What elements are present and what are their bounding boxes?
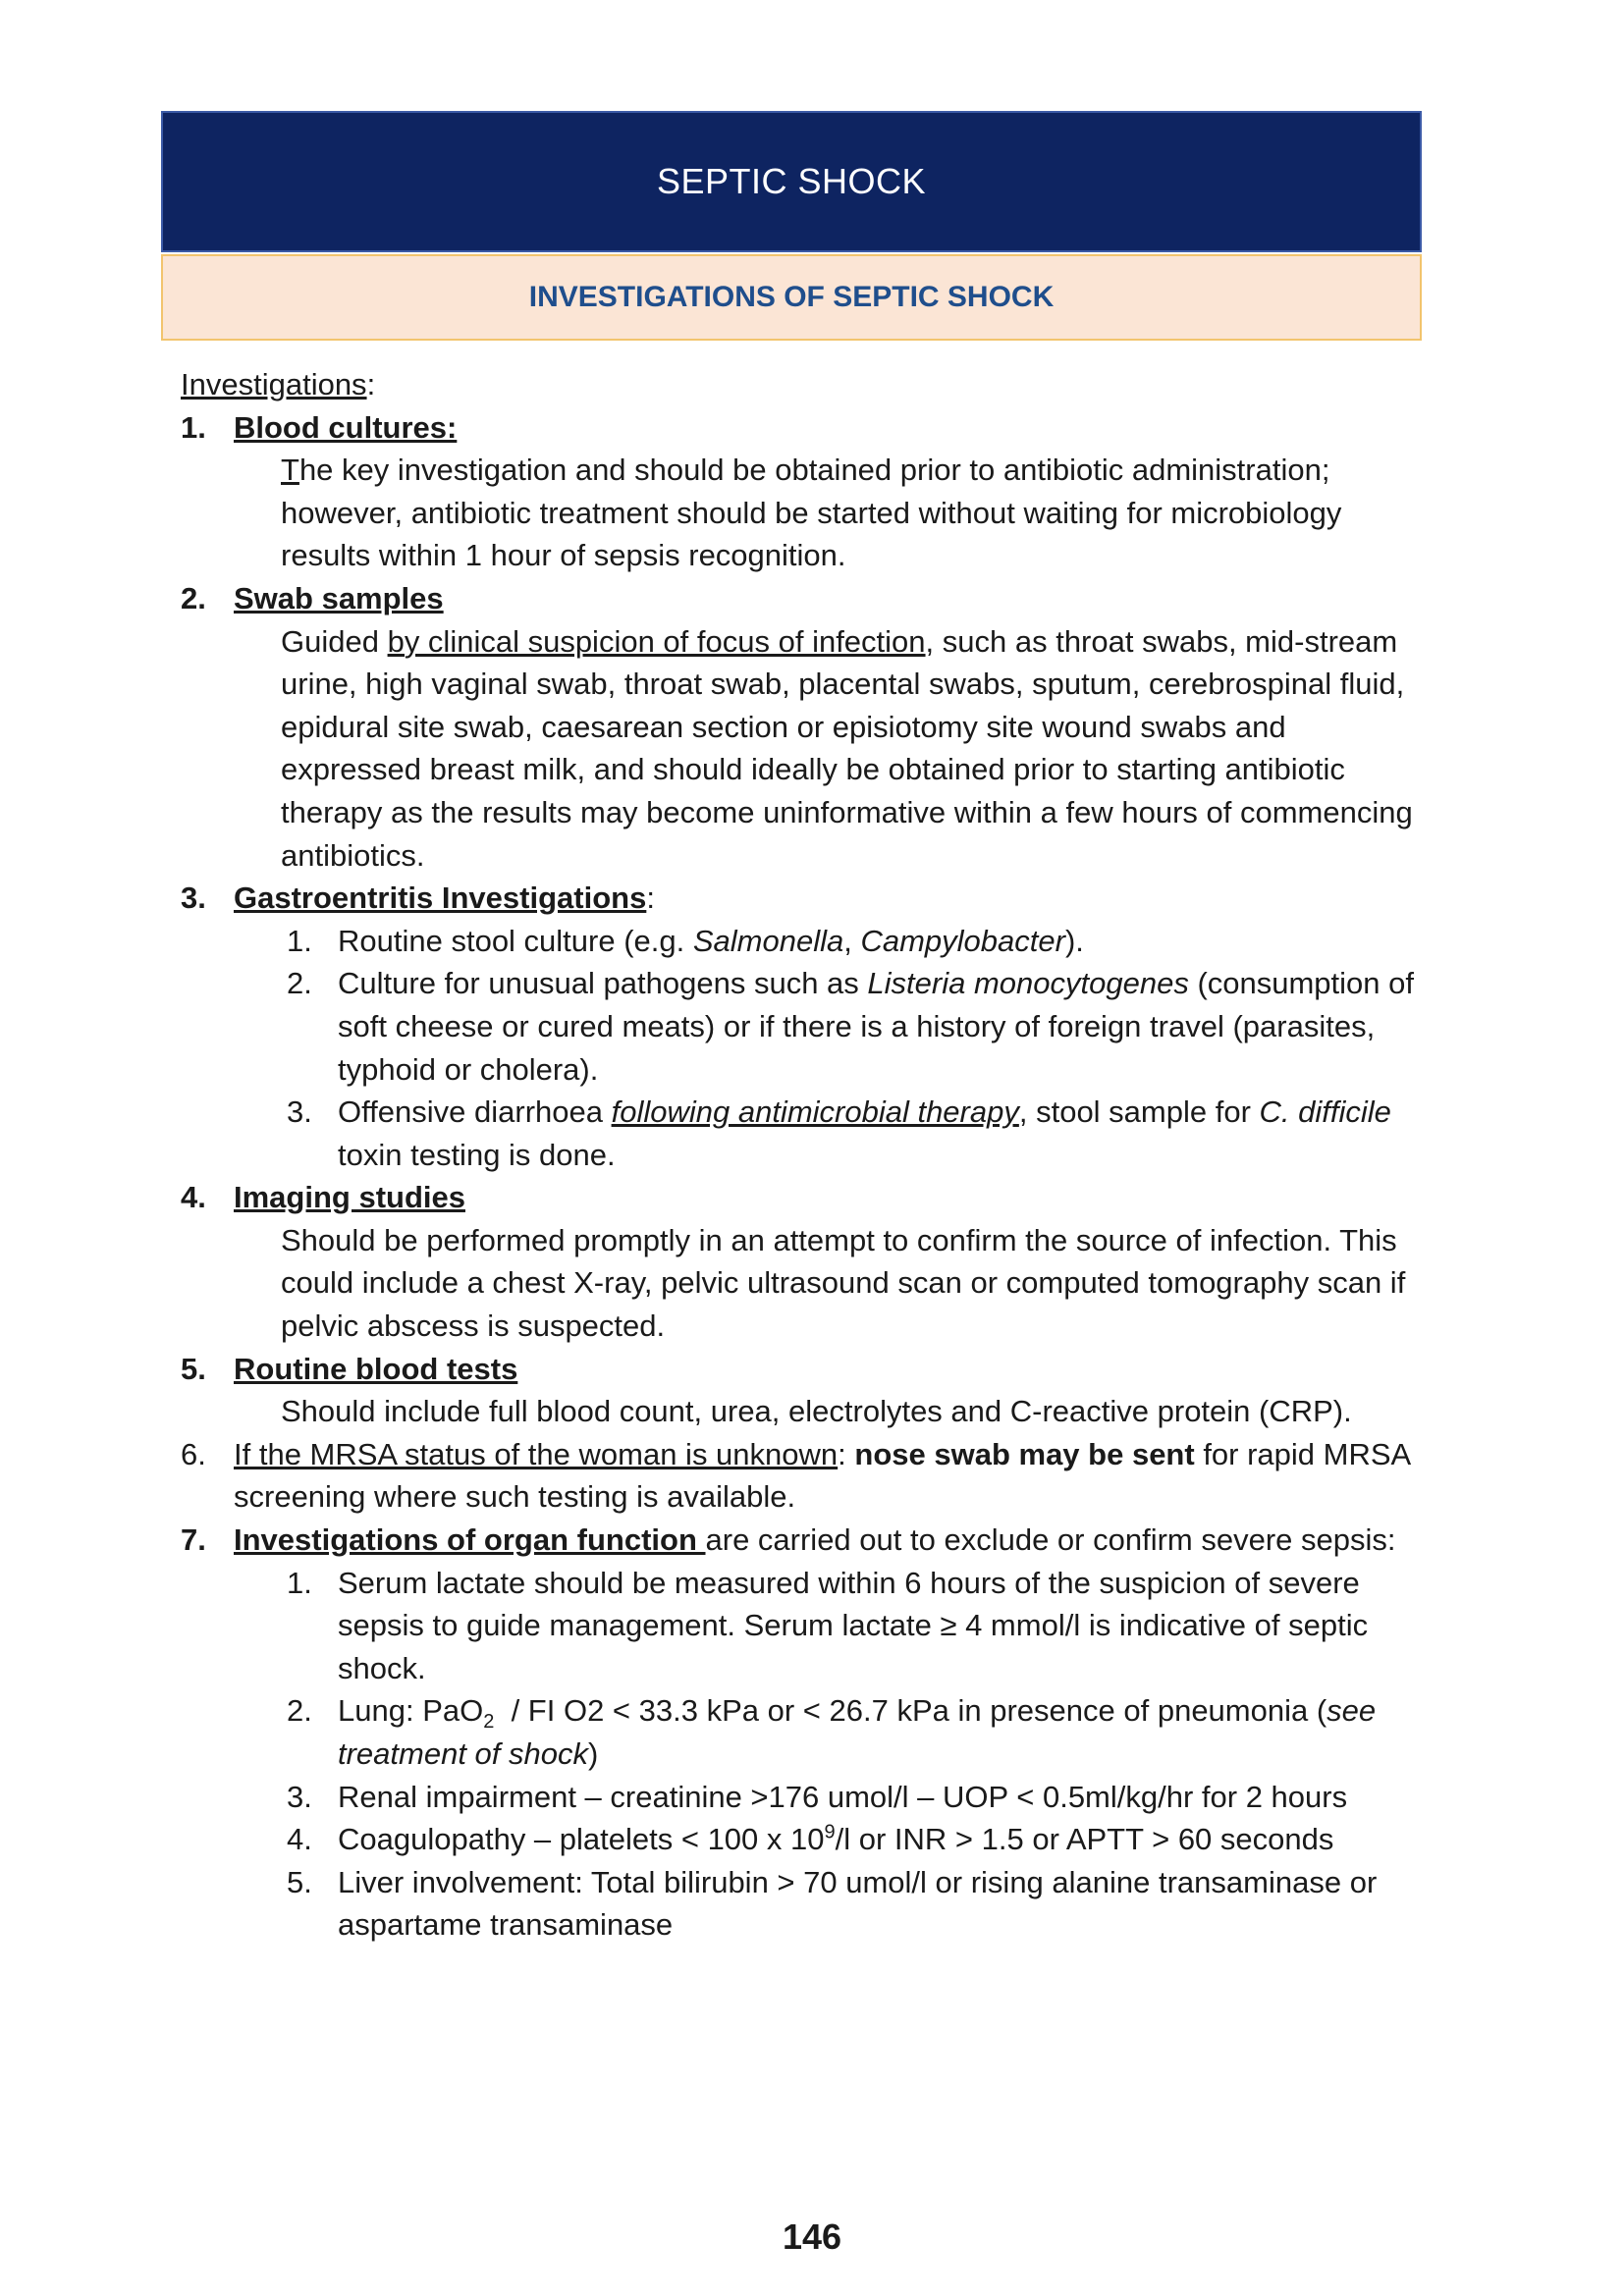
intro-heading: Investigations:: [181, 367, 376, 401]
item-body: Should include full blood count, urea, electrolytes and C-reactive protein (CRP).: [281, 1394, 1352, 1429]
sub-item: 3. Renal impairment – creatinine >176 umol/l – UOP < 0.5ml/kg/hr for 2 hours: [287, 1779, 1348, 1814]
item-body: Guided by clinical suspicion of focus of infection, such as throat swabs, mid-stream urine, high vaginal swab, throat swab, placental swabs, sputum, cerebrospinal fluid, epidural site swab, caesarean section or episiotomy site wound swabs and expressed breast milk, and should ideally be obtained prior to starting antibiotic therapy as the results may become uninformative within a few hours of commencing antibiotics.: [281, 623, 1413, 873]
item-heading: Imaging studies: [234, 1180, 465, 1215]
sub-item: 5. Liver involvement: Total bilirubin > 70 umol/l or rising alanine transaminase or aspartame transaminase: [287, 1864, 1378, 1943]
intro-label: Investigations: [181, 367, 367, 401]
item-number: 6.: [181, 1436, 206, 1471]
item-body: The key investigation and should be obtained prior to antibiotic administration; however, antibiotic treatment should be started without waiting for microbiology results within 1 hour of sepsis recognition.: [281, 453, 1342, 573]
sub-item: 1. Serum lactate should be measured within 6 hours of the suspicion of severe sepsis to guide management. Serum lactate ≥ 4 mmol/l is indicative of septic shock.: [287, 1565, 1369, 1685]
list-item-2: [181, 577, 1418, 620]
item-heading: Gastroentritis Investigations: [234, 881, 647, 916]
sub-item: 2. Culture for unusual pathogens such as Listeria monocytogenes (consumption of soft cheese or cured meats) or if there is a history of foreign travel (parasites, typhoid or cholera).: [287, 966, 1414, 1087]
document-body: [181, 363, 1418, 1947]
sub-item: 3. Offensive diarrhoea following antimicrobial therapy, stool sample for C. difficile toxin testing is done.: [287, 1095, 1391, 1172]
list-item-3: 3. Gastroentritis Investigations:: [181, 877, 1418, 920]
sub-item: 1. Routine stool culture (e.g. Salmonella, Campylobacter).: [287, 923, 1084, 958]
list-item-7: 7. Investigations of organ function are carried out to exclude or confirm severe sepsis:: [181, 1519, 1418, 1562]
item-number: 5.: [181, 1351, 206, 1386]
item-number: 7.: [181, 1522, 206, 1558]
title-banner: [161, 111, 1422, 252]
item-heading: Routine blood tests: [234, 1351, 518, 1386]
list-item-6: 6. If the MRSA status of the woman is unknown: nose swab may be sent for rapid MRSA screening where such testing is available.: [181, 1433, 1418, 1519]
subtitle-banner: [161, 254, 1422, 341]
item-number: 2.: [181, 580, 206, 615]
item-heading: Blood cultures:: [234, 409, 458, 445]
list-item-1: [181, 406, 1418, 450]
page-number: 146: [782, 2216, 842, 2257]
section-subtitle: INVESTIGATIONS OF SEPTIC SHOCK: [528, 281, 1055, 313]
item-number: 3.: [181, 881, 206, 916]
item-heading: Swab samples: [234, 580, 444, 615]
sub-item: 2. Lung: PaO$_2$ / FI O2 < 33.3 kPa or < 26.7 kPa in presence of pneumonia (see treatment of shock): [287, 1693, 1377, 1771]
list-item-4: [181, 1176, 1418, 1219]
item-heading: Investigations of organ function: [234, 1522, 706, 1558]
sub-item: 4. Coagulopathy – platelets < 100 x $10^9/l$ or INR > 1.5 or APTT > 60 seconds: [287, 1821, 1334, 1857]
item-number: 4.: [181, 1180, 206, 1215]
item-number: 1.: [181, 409, 206, 445]
page-title: SEPTIC SHOCK: [656, 161, 927, 201]
item-body: Should be performed promptly in an attempt to confirm the source of infection. This could include a chest X-ray, pelvic ultrasound scan or computed tomography scan if pelvic abscess is suspected.: [281, 1222, 1406, 1344]
list-item-5: [181, 1348, 1418, 1391]
